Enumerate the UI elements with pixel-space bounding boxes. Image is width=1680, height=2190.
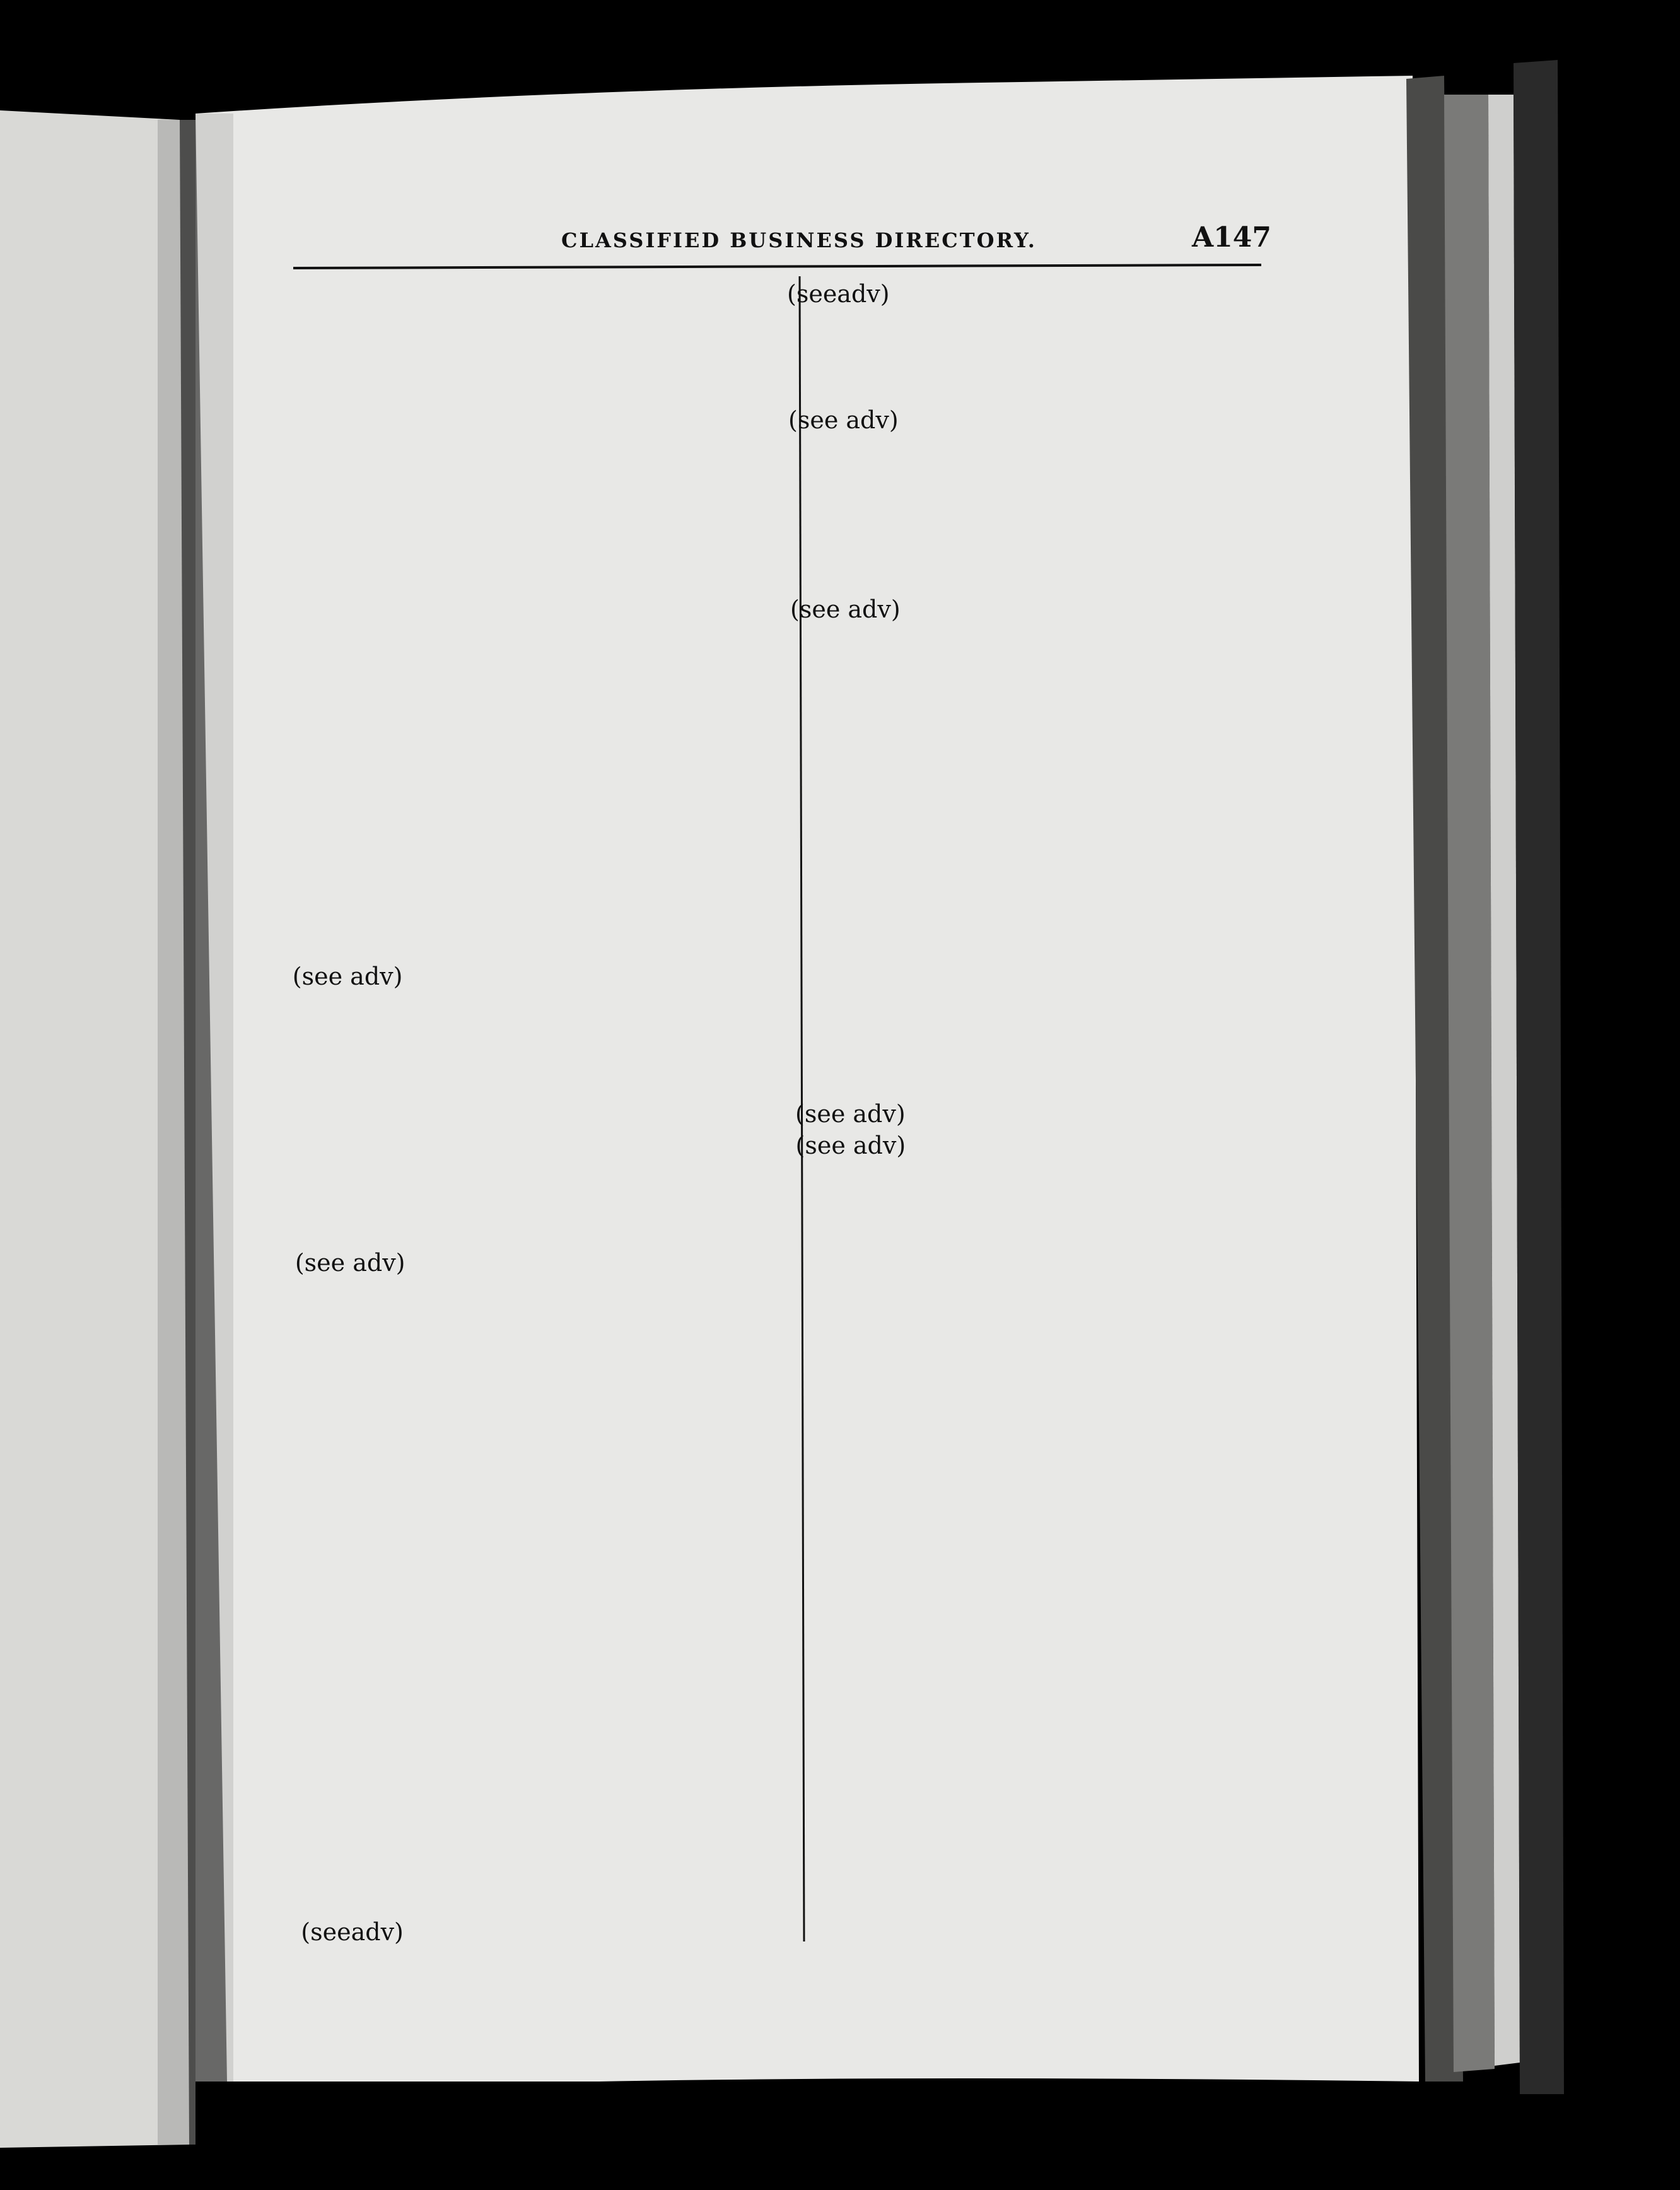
entry-name: [787, 277, 890, 307]
see-adv-note: (see adv): [795, 1132, 906, 1159]
entry-name: [796, 1128, 906, 1159]
entry-name: [790, 592, 901, 623]
see-adv-note: (seeadv): [787, 280, 890, 308]
page-running-title: CLASSIFIED BUSINESS DIRECTORY.: [561, 228, 1037, 252]
entry-name: [295, 1246, 405, 1276]
see-adv-note: (see adv): [790, 595, 901, 623]
entry-name: [293, 959, 403, 990]
entry-name: [795, 1097, 906, 1127]
page-number: A147: [1192, 221, 1271, 254]
see-adv-note: (see adv): [788, 406, 899, 434]
entry-name: [301, 1915, 404, 1945]
see-adv-note: (see adv): [292, 962, 403, 990]
entry-name: [788, 403, 899, 433]
see-adv-note: (seeadv): [301, 1918, 404, 1946]
see-adv-note: (see adv): [795, 1100, 906, 1128]
see-adv-note: (see adv): [295, 1249, 405, 1277]
